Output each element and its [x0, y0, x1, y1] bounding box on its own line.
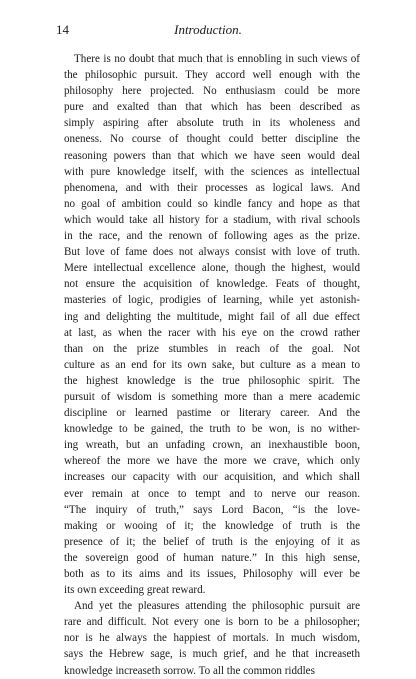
text-line: increases our capacity with our acquisition, and which shall [64, 471, 360, 484]
text-line: nor is he always the happiest of mortals. In much wisdom, [64, 632, 360, 645]
text-line: oneness. No course of thought could better discipline the [64, 133, 360, 146]
text-line: the sovereign good of human nature.” In this high sense, [64, 551, 360, 564]
text-line: reasoning powers than that which we have seen would deal [64, 149, 360, 162]
text-line: discipline or learned pastime or literary career. And the [64, 407, 360, 420]
text-line: rare and difficult. Not every one is born to be a philosopher; [64, 616, 360, 629]
text-line: its own exceeding great reward. [64, 584, 206, 597]
text-line: with pure knowledge itself, with the sciences as intellectual [64, 165, 360, 178]
text-line: ing wreath, but an unfading crown, an inexhaustible boon, [64, 439, 360, 452]
paragraph [64, 598, 360, 678]
text-line: pure and exalted than that which has been described as [64, 101, 360, 114]
text-line: knowledge to be gained, the truth to be won, is no wither- [64, 423, 360, 436]
paragraph [64, 51, 360, 598]
text-line: Mere intellectual excellence alone, though the highest, would [64, 262, 360, 275]
text-line: philosophy here projected. No enthusiasm could be more [64, 85, 360, 98]
text-line: pursuit of wisdom is something more than a mere academic [64, 390, 360, 403]
text-line: There is no doubt that much that is ennobling in such views of [74, 53, 360, 65]
text-line: making or wooing of it; the knowledge of truth is the [64, 519, 360, 532]
text-line: “The inquiry of truth,” says Lord Bacon, “is the love- [64, 503, 360, 516]
text-line: But love of fame does not always consist with love of truth. [64, 246, 360, 259]
text-line: presence of it; the belief of truth is the enjoying of it as [64, 535, 360, 548]
running-title: Introduction. [174, 22, 242, 37]
body-text [64, 51, 360, 679]
text-line: simply aspiring after absolute truth in its wholeness and [64, 117, 360, 130]
text-line: whereof the more we have the more we crave, which only [64, 455, 360, 468]
text-line: both as to its aims and its issues, Philosophy will ever be [64, 568, 360, 580]
text-line: which would take all history for a stadium, with rival schools [64, 213, 360, 226]
text-line: culture as an end for its own sake, but culture as a mean to [64, 358, 360, 371]
text-line: in the race, and the renown of following ages as the prize. [64, 230, 360, 243]
text-line: ing and delighting the multitude, might fail of all due effect [64, 310, 360, 323]
text-line: not ensure the acquisition of knowledge. Feats of thought, [64, 278, 360, 291]
text-line: at last, as when the racer with his eye on the crowd rather [64, 326, 360, 339]
text-line: knowledge increaseth sorrow. To all the common riddles [64, 664, 315, 677]
text-line: phenomena, and with their processes as logical laws. And [64, 181, 360, 194]
text-line: the highest knowledge is the true philosophic spirit. The [64, 374, 360, 387]
text-line: no goal of ambition could so kindle fancy and hope as that [64, 197, 360, 210]
page-number: 14 [56, 22, 69, 37]
text-line: masteries of logic, prodigies of learning, while yet astonish- [64, 294, 360, 307]
text-line: And yet the pleasures attending the philosophic pursuit are [74, 600, 360, 613]
text-line: than on the prize stumbles in reach of the goal. Not [64, 342, 360, 355]
text-line: ever remain at once to tempt and to nerve our reason. [64, 487, 360, 500]
text-line: says the Hebrew sage, is much grief, and he that increaseth [64, 648, 360, 661]
text-line: the philosophic pursuit. They accord well enough with the [64, 69, 360, 82]
